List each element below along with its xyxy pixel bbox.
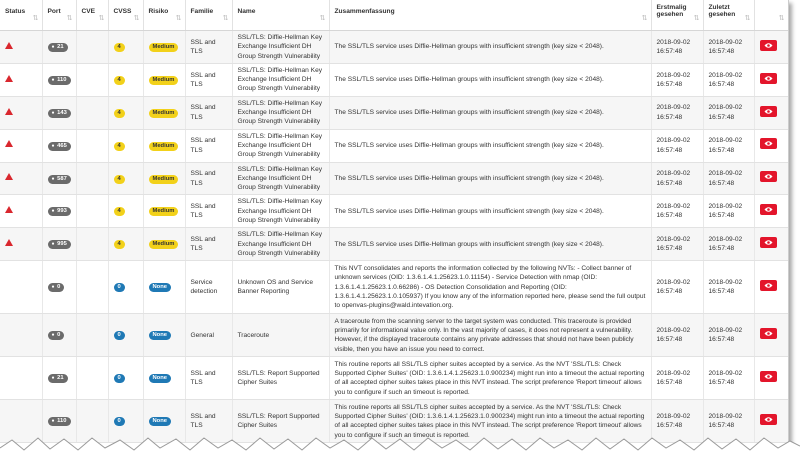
cvss-cell	[108, 314, 143, 357]
risk-badge: Medium	[149, 240, 179, 249]
last-seen-time: 16:57:48	[708, 80, 735, 88]
status-cell	[0, 31, 42, 64]
first-seen-date: 2018-09-02	[656, 203, 691, 211]
first-seen-time: 16:57:48	[656, 179, 683, 187]
last-seen-time: 16:57:48	[708, 245, 735, 253]
last-seen-time: 16:57:48	[708, 288, 735, 296]
actions-cell	[754, 195, 788, 228]
column-header-risiko[interactable]	[143, 0, 185, 31]
risk-badge: Medium	[149, 76, 179, 85]
first-seen-date: 2018-09-02	[656, 235, 691, 243]
eye-icon	[764, 239, 773, 246]
first-seen-date: 2018-09-02	[656, 137, 691, 145]
port-cell	[42, 96, 76, 129]
column-label: gesehen	[708, 11, 736, 18]
last-seen-cell	[703, 261, 754, 314]
last-seen-date: 2018-09-02	[708, 104, 743, 112]
sort-icon[interactable]: ⇅	[744, 15, 751, 22]
port-badge	[48, 331, 65, 340]
name-cell: SSL/TLS: Report Supported Cipher Suites	[232, 357, 329, 400]
status-cell	[0, 96, 42, 129]
sort-icon[interactable]: ⇅	[693, 15, 700, 22]
status-cell	[0, 195, 42, 228]
risiko-cell	[143, 314, 185, 357]
actions-cell	[754, 261, 788, 314]
first-seen-cell	[651, 162, 703, 195]
familie-cell: Service detection	[185, 261, 232, 314]
cve-cell	[76, 96, 108, 129]
risk-badge: Medium	[149, 43, 179, 52]
info-circle-icon: ●	[51, 76, 55, 83]
port-value: 995	[57, 241, 67, 248]
view-details-button[interactable]	[760, 371, 777, 382]
column-label: Zusammenfassung	[334, 8, 395, 15]
risiko-cell	[143, 195, 185, 228]
cvss-badge: 0	[114, 283, 125, 292]
column-label: Familie	[190, 8, 214, 15]
actions-cell	[754, 129, 788, 162]
port-value: 21	[57, 375, 64, 382]
name-cell: SSL/TLS: Diffie-Hellman Key Exchange Insufficient DH Group Strength Vulnerability	[232, 228, 329, 261]
name-cell: SSL/TLS: Diffie-Hellman Key Exchange Insufficient DH Group Strength Vulnerability	[232, 195, 329, 228]
cvss-badge: 4	[114, 43, 125, 52]
risiko-cell	[143, 31, 185, 64]
table-row[interactable]	[0, 63, 788, 96]
table-row[interactable]	[0, 261, 788, 314]
eye-icon	[764, 282, 773, 289]
risk-badge: None	[149, 331, 172, 340]
status-cell	[0, 314, 42, 357]
last-seen-cell	[703, 357, 754, 400]
eye-icon	[764, 75, 773, 82]
name-cell: SSL/TLS: Diffie-Hellman Key Exchange Insufficient DH Group Strength Vulnerability	[232, 162, 329, 195]
status-cell	[0, 261, 42, 314]
first-seen-cell	[651, 63, 703, 96]
port-value: 0	[57, 332, 61, 339]
familie-cell: SSL and TLS	[185, 129, 232, 162]
port-cell	[42, 228, 76, 261]
view-details-button[interactable]	[760, 138, 777, 149]
port-badge	[48, 76, 71, 85]
first-seen-cell	[651, 96, 703, 129]
summary-cell: The SSL/TLS service uses Diffie-Hellman groups with insufficient strength (key size < 2048).	[329, 162, 651, 195]
actions-cell	[754, 31, 788, 64]
last-seen-cell	[703, 129, 754, 162]
cvss-badge: 4	[114, 207, 125, 216]
first-seen-cell	[651, 195, 703, 228]
view-details-button[interactable]	[760, 328, 777, 339]
actions-cell	[754, 314, 788, 357]
sort-icon[interactable]: ⇅	[319, 15, 326, 22]
last-seen-date: 2018-09-02	[708, 278, 743, 286]
summary-cell: The SSL/TLS service uses Diffie-Hellman groups with insufficient strength (key size < 2048).	[329, 63, 651, 96]
cvss-badge: 0	[114, 417, 125, 426]
cvss-cell	[108, 129, 143, 162]
cvss-cell	[108, 63, 143, 96]
column-header-cvss[interactable]	[108, 0, 143, 31]
table-row[interactable]	[0, 162, 788, 195]
column-header-name[interactable]	[232, 0, 329, 31]
port-cell	[42, 63, 76, 96]
table-row[interactable]	[0, 195, 788, 228]
name-cell: SSL/TLS: Diffie-Hellman Key Exchange Insufficient DH Group Strength Vulnerability	[232, 31, 329, 64]
last-seen-time: 16:57:48	[708, 179, 735, 187]
first-seen-time: 16:57:48	[656, 422, 683, 430]
last-seen-date: 2018-09-02	[708, 326, 743, 334]
familie-cell: SSL and TLS	[185, 96, 232, 129]
warning-icon	[5, 108, 13, 115]
warning-icon	[5, 239, 13, 246]
table-header-row	[0, 0, 788, 31]
view-details-button[interactable]	[760, 414, 777, 425]
eye-icon	[764, 373, 773, 380]
table-row[interactable]	[0, 314, 788, 357]
column-header-status[interactable]	[0, 0, 42, 31]
table-row[interactable]	[0, 96, 788, 129]
view-details-button[interactable]	[760, 40, 777, 51]
cve-cell	[76, 228, 108, 261]
first-seen-time: 16:57:48	[656, 80, 683, 88]
eye-icon	[764, 42, 773, 49]
first-seen-time: 16:57:48	[656, 113, 683, 121]
familie-cell: SSL and TLS	[185, 400, 232, 443]
info-circle-icon: ●	[51, 208, 55, 215]
cvss-badge: 0	[114, 374, 125, 383]
last-seen-cell	[703, 162, 754, 195]
column-label: CVSS	[113, 8, 132, 15]
sort-icon[interactable]: ⇅	[66, 15, 73, 22]
column-label: Risiko	[148, 8, 169, 15]
column-label: Status	[5, 8, 26, 15]
summary-cell: This routine reports all SSL/TLS cipher suites accepted by a service. As the NVT 'SSL/TLS: Check Supported Cipher Suites' (OID: 1.3.6.1.4.1.25623.1.0.900234) might run into a timeout the actual reporting of all accepted cipher suites takes place in this NVT instead. The script preference 'Report timeout' allows you to configure if such an timeout is reported.	[329, 357, 651, 400]
first-seen-date: 2018-09-02	[656, 369, 691, 377]
view-details-button[interactable]	[760, 171, 777, 182]
last-seen-time: 16:57:48	[708, 47, 735, 55]
summary-cell: This routine reports all SSL/TLS cipher suites accepted by a service. As the NVT 'SSL/TLS: Check Supported Cipher Suites' (OID: 1.3.6.1.4.1.25623.1.0.900234) might run into a timeout the actual reporting of all accepted cipher suites takes place in this NVT instead. The script preference 'Report timeout' allows you to configure if such an timeout is reported.	[329, 400, 651, 443]
port-value: 465	[57, 142, 67, 149]
risiko-cell	[143, 261, 185, 314]
actions-cell	[754, 63, 788, 96]
summary-cell: A traceroute from the scanning server to the target system was conducted. This traceroute is provided primarily for informational value only. In the vast majority of cases, it does not represent a vulnerability. However, if the displayed traceroute contains any private addresses that should not have been publicly visible, then you have an issue you need to correct.	[329, 314, 651, 357]
port-cell	[42, 195, 76, 228]
warning-icon	[5, 206, 13, 213]
summary-cell: The SSL/TLS service uses Diffie-Hellman groups with insufficient strength (key size < 2048).	[329, 96, 651, 129]
table-row[interactable]	[0, 129, 788, 162]
port-cell	[42, 162, 76, 195]
last-seen-date: 2018-09-02	[708, 38, 743, 46]
status-cell	[0, 162, 42, 195]
sort-icon[interactable]: ⇅	[641, 15, 648, 22]
cvss-cell	[108, 261, 143, 314]
actions-cell	[754, 357, 788, 400]
name-cell: SSL/TLS: Diffie-Hellman Key Exchange Insufficient DH Group Strength Vulnerability	[232, 96, 329, 129]
cvss-badge: 4	[114, 175, 125, 184]
cve-cell	[76, 357, 108, 400]
first-seen-date: 2018-09-02	[656, 170, 691, 178]
last-seen-cell	[703, 63, 754, 96]
last-seen-date: 2018-09-02	[708, 137, 743, 145]
cvss-cell	[108, 357, 143, 400]
view-details-button[interactable]	[760, 73, 777, 84]
cvss-cell	[108, 195, 143, 228]
sort-icon[interactable]: ⇅	[778, 15, 785, 22]
cvss-cell	[108, 228, 143, 261]
last-seen-date: 2018-09-02	[708, 369, 743, 377]
name-cell: Unknown OS and Service Banner Reporting	[232, 261, 329, 314]
last-seen-cell	[703, 31, 754, 64]
risiko-cell	[143, 357, 185, 400]
status-cell	[0, 129, 42, 162]
cve-cell	[76, 162, 108, 195]
familie-cell: SSL and TLS	[185, 162, 232, 195]
first-seen-time: 16:57:48	[656, 245, 683, 253]
last-seen-time: 16:57:48	[708, 422, 735, 430]
risk-badge: Medium	[149, 142, 179, 151]
port-badge	[48, 417, 71, 426]
risiko-cell	[143, 162, 185, 195]
last-seen-date: 2018-09-02	[708, 170, 743, 178]
actions-cell	[754, 228, 788, 261]
warning-icon	[5, 75, 13, 82]
last-seen-time: 16:57:48	[708, 379, 735, 387]
info-circle-icon: ●	[51, 375, 55, 382]
eye-icon	[764, 173, 773, 180]
risk-badge: None	[149, 283, 172, 292]
first-seen-time: 16:57:48	[656, 212, 683, 220]
last-seen-date: 2018-09-02	[708, 412, 743, 420]
sort-icon[interactable]: ⇅	[133, 15, 140, 22]
port-cell	[42, 129, 76, 162]
eye-icon	[764, 108, 773, 115]
eye-icon	[764, 206, 773, 213]
last-seen-date: 2018-09-02	[708, 235, 743, 243]
status-cell	[0, 228, 42, 261]
first-seen-date: 2018-09-02	[656, 278, 691, 286]
warning-icon	[5, 140, 13, 147]
port-badge	[48, 207, 71, 216]
risk-badge: None	[149, 374, 172, 383]
familie-cell: General	[185, 314, 232, 357]
sort-icon[interactable]: ⇅	[32, 15, 39, 22]
column-header-zusammenfassung[interactable]	[329, 0, 651, 31]
eye-icon	[764, 140, 773, 147]
column-label: gesehen	[656, 11, 684, 18]
risiko-cell	[143, 96, 185, 129]
last-seen-time: 16:57:48	[708, 336, 735, 344]
actions-cell	[754, 96, 788, 129]
port-badge	[48, 142, 71, 151]
sort-icon[interactable]: ⇅	[175, 15, 182, 22]
last-seen-cell	[703, 314, 754, 357]
last-seen-cell	[703, 195, 754, 228]
summary-cell: The SSL/TLS service uses Diffie-Hellman groups with insufficient strength (key size < 2048).	[329, 228, 651, 261]
cvss-cell	[108, 162, 143, 195]
column-header-cve[interactable]	[76, 0, 108, 31]
cve-cell	[76, 195, 108, 228]
port-badge	[48, 109, 71, 118]
risiko-cell	[143, 129, 185, 162]
first-seen-cell	[651, 228, 703, 261]
info-circle-icon: ●	[51, 241, 55, 248]
port-value: 993	[57, 208, 67, 215]
first-seen-cell	[651, 357, 703, 400]
first-seen-date: 2018-09-02	[656, 38, 691, 46]
table-body	[0, 31, 788, 443]
view-details-button[interactable]	[760, 280, 777, 291]
view-details-button[interactable]	[760, 237, 777, 248]
port-badge	[48, 283, 65, 292]
last-seen-time: 16:57:48	[708, 146, 735, 154]
familie-cell: SSL and TLS	[185, 228, 232, 261]
status-cell	[0, 63, 42, 96]
column-label: Erstmalig	[656, 4, 687, 11]
familie-cell: SSL and TLS	[185, 195, 232, 228]
first-seen-time: 16:57:48	[656, 47, 683, 55]
port-badge	[48, 374, 68, 383]
port-cell	[42, 261, 76, 314]
info-circle-icon: ●	[51, 43, 55, 50]
last-seen-date: 2018-09-02	[708, 203, 743, 211]
cvss-badge: 4	[114, 76, 125, 85]
info-circle-icon: ●	[51, 175, 55, 182]
info-circle-icon: ●	[51, 142, 55, 149]
sort-icon[interactable]: ⇅	[222, 15, 229, 22]
first-seen-date: 2018-09-02	[656, 326, 691, 334]
actions-cell	[754, 162, 788, 195]
risiko-cell	[143, 63, 185, 96]
port-cell	[42, 314, 76, 357]
info-circle-icon: ●	[51, 332, 55, 339]
column-header-actions[interactable]	[754, 0, 788, 31]
cve-cell	[76, 314, 108, 357]
cvss-badge: 0	[114, 331, 125, 340]
risk-badge: Medium	[149, 207, 179, 216]
last-seen-time: 16:57:48	[708, 212, 735, 220]
first-seen-time: 16:57:48	[656, 379, 683, 387]
first-seen-cell	[651, 129, 703, 162]
table-row[interactable]	[0, 31, 788, 64]
port-value: 21	[57, 43, 64, 50]
port-value: 110	[57, 418, 67, 425]
last-seen-cell	[703, 96, 754, 129]
familie-cell: SSL and TLS	[185, 357, 232, 400]
cve-cell	[76, 31, 108, 64]
cve-cell	[76, 129, 108, 162]
sort-icon[interactable]: ⇅	[98, 15, 105, 22]
risk-badge: Medium	[149, 175, 179, 184]
summary-cell: The SSL/TLS service uses Diffie-Hellman groups with insufficient strength (key size < 2048).	[329, 31, 651, 64]
risk-badge: None	[149, 417, 172, 426]
familie-cell: SSL and TLS	[185, 31, 232, 64]
port-value: 143	[57, 109, 67, 116]
info-circle-icon: ●	[51, 109, 55, 116]
warning-icon	[5, 42, 13, 49]
column-label: Zuletzt	[708, 4, 730, 11]
cve-cell	[76, 63, 108, 96]
torn-edge	[0, 432, 800, 458]
column-header-zuletzt[interactable]	[703, 0, 754, 31]
cve-cell	[76, 261, 108, 314]
last-seen-time: 16:57:48	[708, 113, 735, 121]
summary-cell: This NVT consolidates and reports the information collected by the following NVTs: - Collect banner of unknown services (OID: 1.3.6.1.4.1.25623.1.0.11154) - Service Detection with nmap (OID: 1.3.6.1.4.1.25623.1.0.66286) - OS Detection Consolidation and Reporting (OID: 1.3.6.1.4.1.25623.1.0.105937) If you know any of the information reported here, please send the full output to openvas-plugins@wald.intevation.org.	[329, 261, 651, 314]
column-header-familie[interactable]	[185, 0, 232, 31]
port-badge	[48, 43, 68, 52]
info-circle-icon: ●	[51, 418, 55, 425]
column-header-port[interactable]	[42, 0, 76, 31]
first-seen-time: 16:57:48	[656, 146, 683, 154]
status-cell	[0, 357, 42, 400]
column-label: CVE	[81, 8, 96, 15]
first-seen-cell	[651, 314, 703, 357]
port-value: 0	[57, 284, 61, 291]
port-cell	[42, 31, 76, 64]
risiko-cell	[143, 228, 185, 261]
table-row[interactable]	[0, 357, 788, 400]
view-details-button[interactable]	[760, 106, 777, 117]
view-details-button[interactable]	[760, 204, 777, 215]
warning-icon	[5, 173, 13, 180]
port-value: 587	[57, 175, 67, 182]
port-value: 110	[57, 76, 67, 83]
column-label: Name	[237, 8, 256, 15]
port-cell	[42, 357, 76, 400]
first-seen-date: 2018-09-02	[656, 412, 691, 420]
last-seen-date: 2018-09-02	[708, 71, 743, 79]
port-badge	[48, 175, 71, 184]
cvss-badge: 4	[114, 240, 125, 249]
summary-cell: The SSL/TLS service uses Diffie-Hellman groups with insufficient strength (key size < 2048).	[329, 195, 651, 228]
last-seen-cell	[703, 228, 754, 261]
name-cell: SSL/TLS: Report Supported Cipher Suites	[232, 400, 329, 443]
info-circle-icon: ●	[51, 284, 55, 291]
cvss-badge: 4	[114, 109, 125, 118]
table-row[interactable]	[0, 228, 788, 261]
familie-cell: SSL and TLS	[185, 63, 232, 96]
first-seen-date: 2018-09-02	[656, 71, 691, 79]
cvss-cell	[108, 96, 143, 129]
name-cell: Traceroute	[232, 314, 329, 357]
name-cell: SSL/TLS: Diffie-Hellman Key Exchange Insufficient DH Group Strength Vulnerability	[232, 129, 329, 162]
port-badge	[48, 240, 71, 249]
eye-icon	[764, 330, 773, 337]
column-label: Port	[47, 8, 61, 15]
summary-cell: The SSL/TLS service uses Diffie-Hellman groups with insufficient strength (key size < 2048).	[329, 129, 651, 162]
cvss-cell	[108, 31, 143, 64]
first-seen-time: 16:57:48	[656, 336, 683, 344]
first-seen-cell	[651, 261, 703, 314]
first-seen-date: 2018-09-02	[656, 104, 691, 112]
column-header-erstmalig[interactable]	[651, 0, 703, 31]
cvss-badge: 4	[114, 142, 125, 151]
first-seen-cell	[651, 31, 703, 64]
eye-icon	[764, 416, 773, 423]
name-cell: SSL/TLS: Diffie-Hellman Key Exchange Insufficient DH Group Strength Vulnerability	[232, 63, 329, 96]
risk-badge: Medium	[149, 109, 179, 118]
first-seen-time: 16:57:48	[656, 288, 683, 296]
